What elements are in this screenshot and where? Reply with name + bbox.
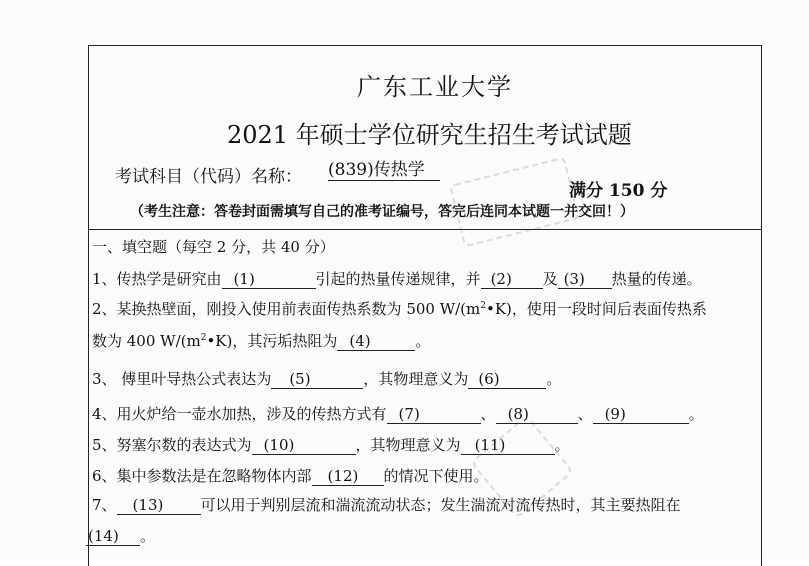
question-text: 4、用火炉给一壶水加热，涉及的传热方式有 [92, 405, 387, 423]
question-4 [92, 403, 704, 424]
blank-4: (4) [337, 334, 415, 351]
question-text: 6、集中参数法是在忽略物体内部 [92, 467, 312, 485]
question-text: 1、传热学是研究由 [92, 270, 222, 288]
question-text: 5、努塞尔数的表达式为 [92, 436, 252, 454]
question-2-line-2 [92, 330, 430, 351]
university-name: 广东工业大学 [357, 73, 513, 101]
question-5 [92, 434, 570, 455]
question-text: ，其物理意义为 [355, 436, 461, 454]
question-text: 7、 [92, 496, 117, 514]
question-1 [92, 268, 702, 289]
blank-7: (7) [387, 407, 481, 424]
section-title: 一、填空题（每空 2 分，共 40 分） [92, 238, 335, 256]
question-text: 3、 傅里叶导热公式表达为 [92, 370, 272, 388]
question-text: 。 [554, 436, 570, 454]
question-text: 。 [688, 405, 704, 423]
question-text: 2、某换热壁面，刚投入使用前表面传热系数为 500 W/(m [92, 300, 481, 318]
question-2-line-1 [92, 298, 707, 319]
blank-6: (6) [468, 372, 546, 389]
question-7-line-1 [92, 494, 681, 515]
blank-13: (13) [117, 498, 201, 515]
full-score: 满分 150 分 [569, 181, 668, 201]
exam-title: 2021 年硕士学位研究生招生考试试题 [227, 121, 632, 149]
blank-14: (14) [86, 529, 140, 546]
superscript: 2 [480, 301, 486, 311]
blank-1: (1) [222, 272, 316, 289]
subject-value: (839)传热学 [328, 162, 440, 181]
blank-12: (12) [312, 469, 384, 486]
question-3 [92, 368, 561, 389]
blank-2: (2) [481, 272, 543, 289]
question-text: 及 [542, 270, 558, 288]
subject-label: 考试科目（代码）名称： [115, 167, 302, 187]
blank-8: (8) [496, 407, 578, 424]
blank-10: (10) [252, 438, 356, 455]
exam-notice: （考生注意：答卷封面需填写自己的准考证编号，答完后连同本试题一并交回！） [130, 204, 634, 220]
question-text: ，其物理意义为 [363, 370, 469, 388]
question-text: 数为 400 W/(m [92, 332, 201, 350]
header-divider [88, 229, 762, 230]
question-text: 。 [415, 332, 431, 350]
question-text: 。 [546, 370, 562, 388]
question-text: •K)，使用一段时间后表面传热系 [486, 300, 707, 318]
blank-3: (3) [558, 272, 612, 289]
question-text: 引起的热量传递规律，并 [315, 270, 481, 288]
subject-value-field [328, 160, 440, 181]
blank-11: (11) [461, 438, 555, 455]
question-text: 。 [140, 527, 156, 545]
question-text: 热量的传递。 [611, 270, 702, 288]
question-text: 、 [480, 405, 496, 423]
question-text: 的情况下使用。 [383, 467, 489, 485]
blank-5: (5) [271, 372, 363, 389]
question-7-line-2 [86, 525, 155, 546]
question-text: •K)，其污垢热阻为 [206, 332, 338, 350]
superscript: 2 [200, 333, 207, 343]
question-6 [92, 465, 489, 486]
question-text: 、 [577, 405, 593, 423]
question-text: 可以用于判别层流和湍流流动状态；发生湍流对流传热时，其主要热阻在 [200, 496, 681, 514]
blank-9: (9) [593, 407, 689, 424]
